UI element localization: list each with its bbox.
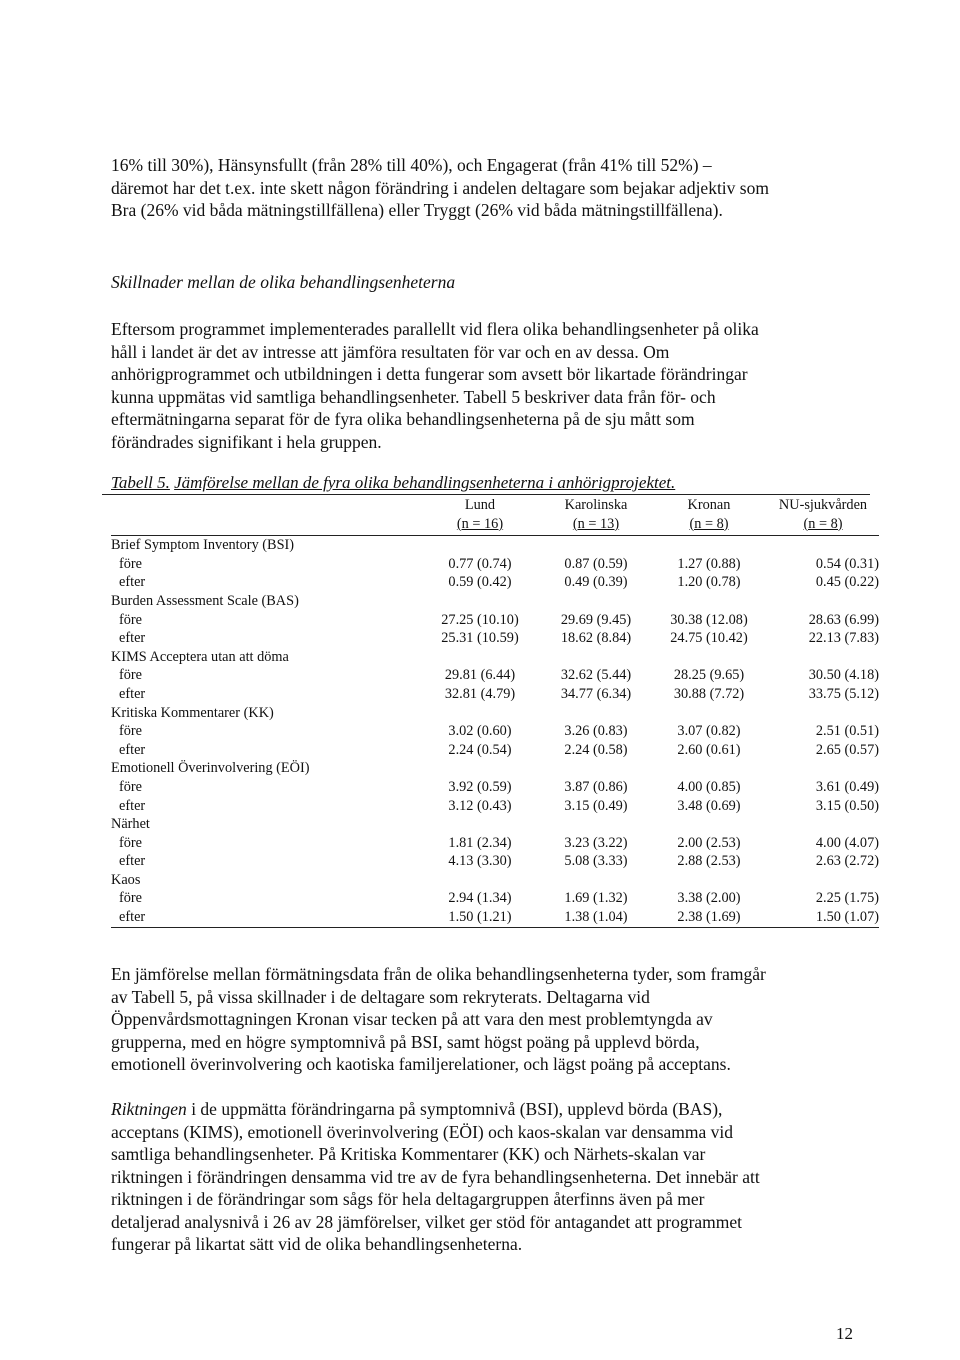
table-row: [111, 778, 879, 797]
table-group-row: [111, 815, 879, 834]
table-cell: 3.02 (0.60): [448, 723, 512, 740]
table-n-row: [111, 515, 879, 536]
table-cell: 2.24 (0.54): [448, 741, 512, 758]
text-line: eftermätningarna separat för de fyra olika behandlingsenheterna på de sju mått som: [111, 409, 695, 429]
timepoint-label: före: [119, 834, 143, 851]
timepoint-label: efter: [111, 908, 419, 927]
table-cell: 1.50 (1.07): [767, 908, 879, 927]
table-cell: 3.15 (0.49): [564, 797, 628, 814]
text-line: förändrades signifikant i hela gruppen.: [111, 431, 382, 452]
text-line: håll i landet är det av intresse att jämföra resultaten för var och en av dessa. Om: [111, 341, 670, 362]
timepoint-label: före: [119, 778, 143, 795]
timepoint-label: efter: [119, 853, 146, 870]
table-caption-label: Tabell 5.: [111, 473, 170, 492]
measure-label: Kaos: [111, 871, 141, 888]
table-cell: 0.77 (0.74): [448, 555, 512, 572]
timepoint-label: före: [119, 611, 143, 628]
table-group-row: [111, 648, 879, 667]
measure-label: Burden Assessment Scale (BAS): [111, 592, 299, 609]
table-cell: 1.50 (1.21): [419, 908, 541, 927]
table-row: [111, 741, 879, 760]
caption-rule: [102, 494, 870, 495]
table-cell: 2.38 (1.69): [651, 908, 767, 927]
table-cell: 0.87 (0.59): [564, 555, 628, 572]
table-cell: 3.07 (0.82): [677, 723, 741, 740]
text-line: riktningen i de förändringar som sågs för hela deltagargruppen återfinns även på mer: [111, 1189, 705, 1209]
text-line: En jämförelse mellan förmätningsdata från de olika behandlingsenheterna tyder, som framgår: [111, 964, 766, 984]
text-line: acceptans (KIMS), emotionell överinvolvering (EÖI) och kaos-skalan var densamma vid: [111, 1121, 734, 1142]
table-row: [111, 629, 879, 648]
table-cell: 3.87 (0.86): [564, 778, 628, 795]
table-cell: 3.26 (0.83): [564, 723, 628, 740]
column-header: Lund: [464, 497, 496, 513]
table-cell: 3.92 (0.59): [448, 778, 512, 795]
table-cell: 30.38 (12.08): [670, 611, 748, 628]
text-line: Bra (26% vid båda mätningstillfällena) eller Tryggt (26% vid båda mätningstillfällena).: [111, 200, 723, 220]
text-line: anhörigprogrammet och utbildningen i detta fungerar som avsett bör likartade förändringar: [111, 364, 748, 384]
table-row: [111, 797, 879, 816]
column-header: Kronan: [687, 497, 731, 513]
measure-label: Brief Symptom Inventory (BSI): [111, 537, 295, 554]
column-n: (n = 8): [651, 515, 767, 536]
direction-first-line: i de uppmätta förändringarna på symptomnivå (BSI), upplevd börda (BAS),: [186, 1099, 723, 1119]
table-cell: 25.31 (10.59): [441, 630, 519, 647]
text-line: 16% till 30%), Hänsynsfullt (från 28% till 40%), och Engagerat (från 41% till 52%) –: [111, 155, 712, 175]
table-cell: 4.00 (4.07): [815, 834, 879, 851]
column-n: (n = 8): [767, 515, 879, 536]
timepoint-label: efter: [119, 741, 146, 758]
text-line: däremot har det t.ex. inte skett någon förändring i andelen deltagare som bejakar adjektiv som: [111, 177, 769, 198]
table-header-row: [111, 496, 879, 515]
table-group-row: [111, 704, 879, 723]
table-caption: [111, 473, 675, 493]
text-line: Öppenvårdsmottagningen Kronan visar tecken på att vara den mest problemtyngda av: [111, 1009, 713, 1029]
timepoint-label: före: [119, 890, 143, 907]
table-cell: 22.13 (7.83): [808, 630, 879, 647]
text-line: emotionell överinvolvering och kaotiska familjerelationer, och lägst poäng på acceptans.: [111, 1054, 731, 1074]
direction-lead: Riktningen: [111, 1099, 187, 1119]
table-cell: 2.60 (0.61): [677, 741, 741, 758]
table-cell: 28.25 (9.65): [673, 667, 745, 684]
table-cell: 2.24 (0.58): [564, 741, 628, 758]
page-number: 12: [836, 1324, 853, 1343]
column-header: NU-sjukvården: [778, 497, 868, 513]
table-cell: 29.81 (6.44): [444, 667, 516, 684]
table-row: [111, 573, 879, 592]
table-cell: 1.38 (1.04): [541, 908, 651, 927]
table-cell: 3.38 (2.00): [677, 890, 741, 907]
text-line: [111, 1098, 861, 1121]
table-cell: 3.48 (0.69): [677, 797, 741, 814]
table-row: [111, 666, 879, 685]
text-line: grupperna, med en högre symptomnivå på BSI, samt högst poäng på upplevd börda,: [111, 1031, 700, 1052]
table-cell: 4.00 (0.85): [677, 778, 741, 795]
table-cell: 33.75 (5.12): [808, 685, 879, 702]
text-line: fungerar på likartat sätt vid de olika behandlingsenheterna.: [111, 1234, 523, 1254]
table-row: [111, 555, 879, 574]
text-line: Eftersom programmet implementerades parallellt vid flera olika behandlingsenheter på olika: [111, 319, 759, 339]
measure-label: Emotionell Överinvolvering (EÖI): [111, 760, 310, 777]
table-cell: 2.25 (1.75): [815, 890, 879, 907]
table-cell: 2.65 (0.57): [815, 741, 879, 758]
comparison-paragraph: [111, 963, 861, 1076]
table-cell: 34.77 (6.34): [560, 685, 632, 702]
timepoint-label: före: [119, 667, 143, 684]
table-cell: 32.62 (5.44): [560, 667, 632, 684]
table-group-row: [111, 592, 879, 611]
table-cell: 29.69 (9.45): [560, 611, 632, 628]
table-cell: 0.45 (0.22): [815, 574, 879, 591]
table-cell: 30.50 (4.18): [808, 667, 879, 684]
table-row: [111, 889, 879, 908]
timepoint-label: efter: [119, 574, 146, 591]
table-cell: 28.63 (6.99): [808, 611, 879, 628]
table-cell: 1.20 (0.78): [677, 574, 741, 591]
header-blank: [111, 496, 419, 515]
section-heading: Skillnader mellan de olika behandlingsenheterna: [111, 272, 456, 292]
table-cell: 2.63 (2.72): [815, 853, 879, 870]
table-group-row: [111, 871, 879, 890]
table-cell: 32.81 (4.79): [444, 685, 516, 702]
text-line: detaljerad analysnivå i 26 av 28 jämförelser, vilket ger stöd för antagandet att programmet: [111, 1211, 743, 1232]
timepoint-label: före: [119, 555, 143, 572]
measure-label: Kritiska Kommentarer (KK): [111, 704, 274, 721]
measure-label: KIMS Acceptera utan att döma: [111, 648, 289, 665]
table-row: [111, 852, 879, 871]
column-n: (n = 13): [541, 515, 651, 536]
table-caption-text: Jämförelse mellan de fyra olika behandlingsenheterna i anhörigprojektet.: [174, 473, 676, 492]
table-cell: 3.61 (0.49): [815, 778, 879, 795]
header-blank: [111, 515, 419, 536]
table-cell: 3.12 (0.43): [448, 797, 512, 814]
timepoint-label: före: [119, 723, 143, 740]
timepoint-label: efter: [119, 685, 146, 702]
table-row: [111, 834, 879, 853]
table-row: [111, 611, 879, 630]
table-body: [111, 536, 879, 927]
table-cell: 2.00 (2.53): [677, 834, 741, 851]
text-line: kunna uppmätas vid samtliga behandlingsenheter. Tabell 5 beskriver data från för- och: [111, 386, 716, 407]
column-n: (n = 16): [419, 515, 541, 536]
section-paragraph: [111, 318, 861, 453]
timepoint-label: efter: [119, 630, 146, 647]
table-cell: 2.51 (0.51): [815, 723, 879, 740]
text-line: riktningen i förändringen densamma vid tre av de fyra behandlingsenheterna. Det innebär att: [111, 1166, 760, 1187]
timepoint-label: efter: [119, 797, 146, 814]
table-cell: 3.15 (0.50): [815, 797, 879, 814]
table-cell: 24.75 (10.42): [670, 630, 748, 647]
table-cell: 18.62 (8.84): [560, 630, 632, 647]
text-line: av Tabell 5, på vissa skillnader i de deltagare som rekryterats. Deltagarna vid: [111, 986, 650, 1007]
table-cell: 27.25 (10.10): [441, 611, 519, 628]
table-cell: 0.59 (0.42): [448, 574, 512, 591]
table-cell: 30.88 (7.72): [673, 685, 745, 702]
table-cell: 3.23 (3.22): [564, 834, 628, 851]
comparison-table: [111, 496, 879, 928]
table-row: [111, 685, 879, 704]
table-cell: 5.08 (3.33): [564, 853, 628, 870]
table-cell: 1.69 (1.32): [564, 890, 628, 907]
table-cell: 1.81 (2.34): [448, 834, 512, 851]
table-group-row: [111, 759, 879, 778]
table-cell: 2.88 (2.53): [677, 853, 741, 870]
measure-label: Närhet: [111, 816, 150, 833]
intro-paragraph: [111, 154, 861, 222]
table-group-row: [111, 536, 879, 555]
table-cell: 0.49 (0.39): [564, 574, 628, 591]
table-cell: 2.94 (1.34): [448, 890, 512, 907]
table-row: [111, 722, 879, 741]
column-header: Karolinska: [564, 497, 628, 513]
table-cell: 1.27 (0.88): [677, 555, 741, 572]
text-line: samtliga behandlingsenheter. På Kritiska Kommentarer (KK) och Närhets-skalan var: [111, 1144, 706, 1164]
table-cell: 0.54 (0.31): [815, 555, 879, 572]
table-cell: 4.13 (3.30): [448, 853, 512, 870]
direction-paragraph: [111, 1098, 861, 1256]
table-row: [111, 908, 879, 927]
